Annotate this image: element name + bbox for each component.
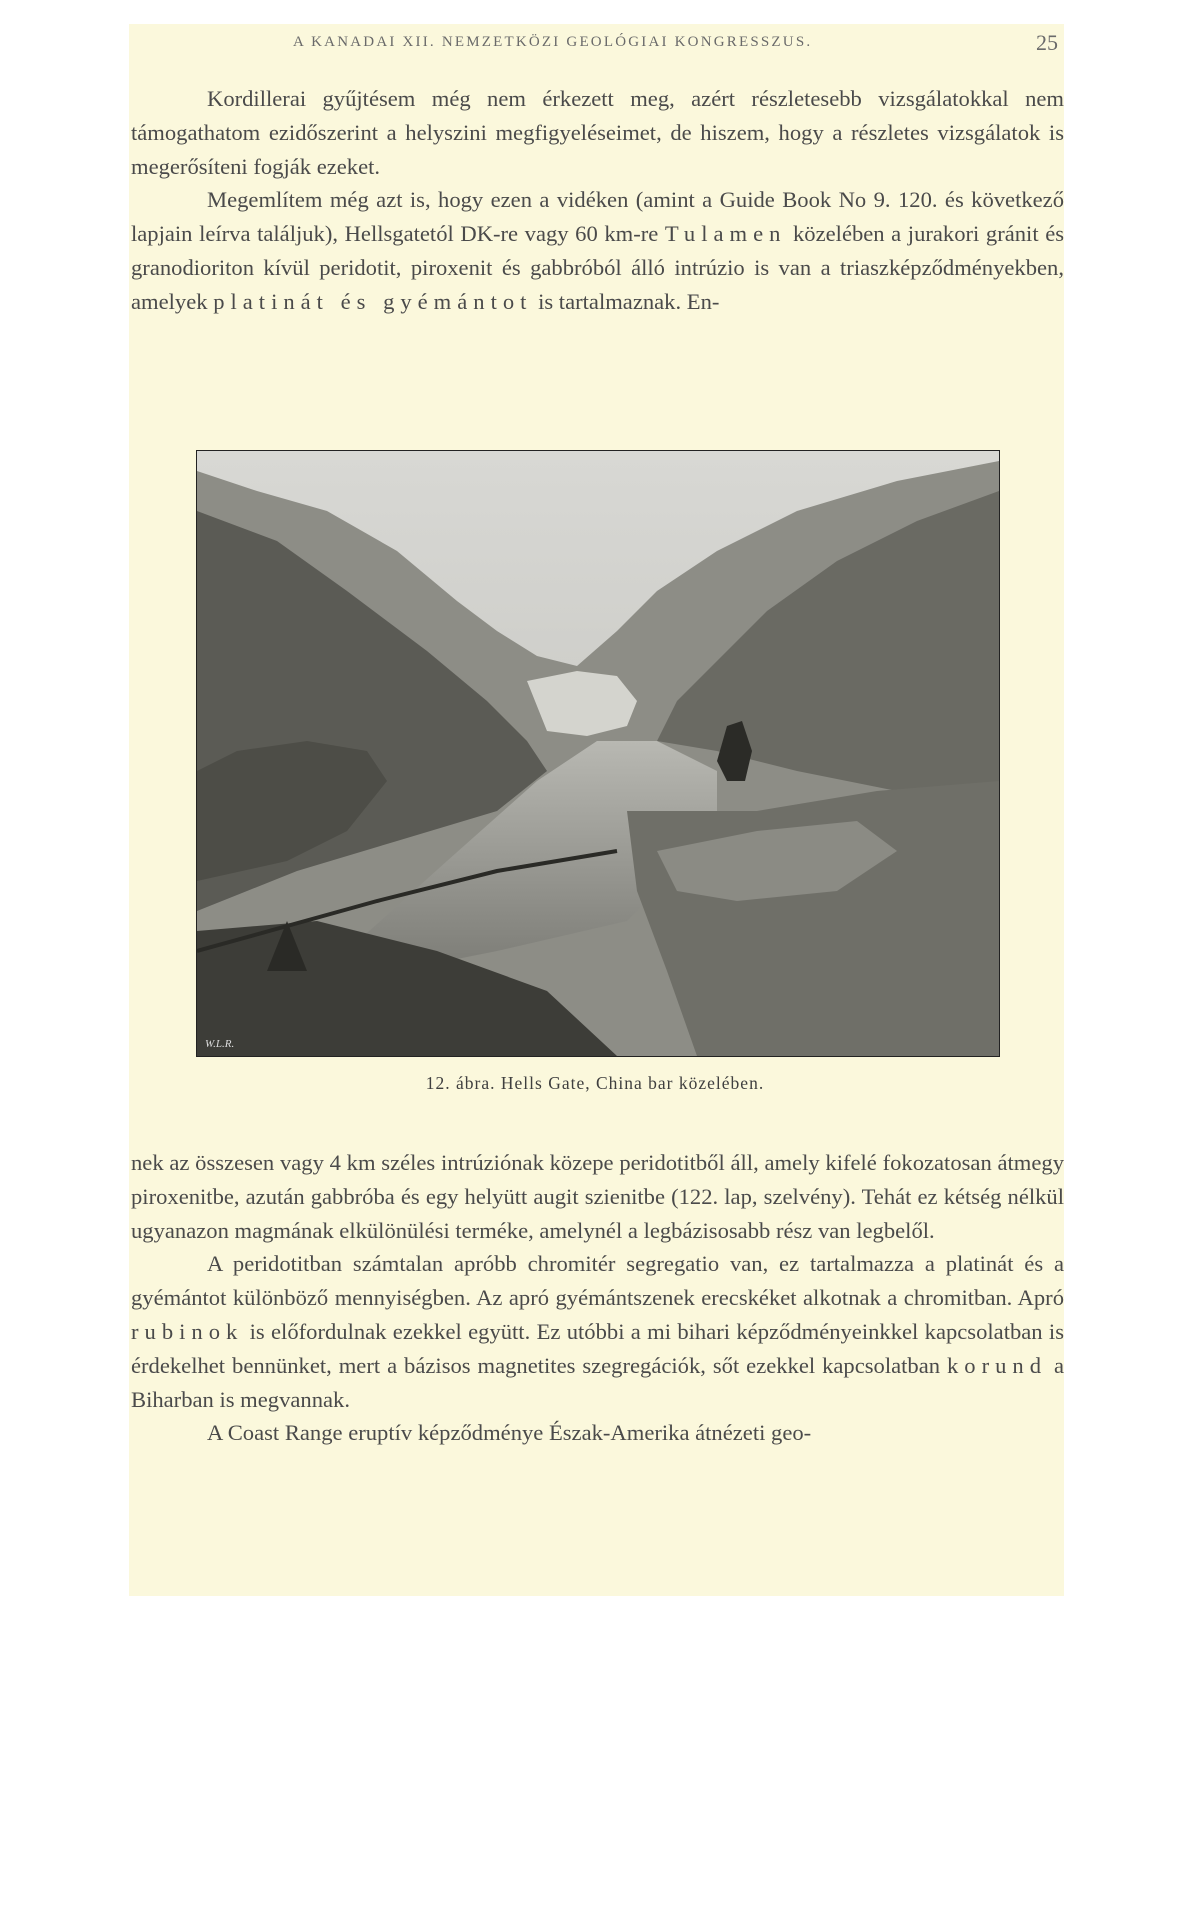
text-run: A peridotitban számtalan apróbb chromitér segregatio van, ez tartalmazza a platinát és a gyémántot különböző mennyiségben. Az apró gyémántszenek erecskéket alkotnak a chromitban. Apró bbox=[131, 1251, 1064, 1311]
paragraph: Kordillerai gyűjtésem még nem érkezett meg, azért részletesebb vizsgálatokkal nem támogathatom ezidőszerint a helyszini megfigyeléseimet, de hiszem, hogy a részletes vizsgálatok is megerősíteni fogják ezeket. bbox=[131, 86, 1064, 179]
canyon-photo bbox=[197, 451, 999, 1056]
text-run: Megemlítem még azt is, hogy ezen a vidéken (amint a Guide Book No 9. 120. és következő lapjain leírva találjuk), Hellsgatetól DK-re vagy 60 km-re bbox=[131, 187, 1064, 247]
figure-caption: 12. ábra. Hells Gate, China bar közelében. bbox=[425, 1073, 765, 1093]
text-block-bottom bbox=[131, 1146, 1064, 1450]
text-block-top bbox=[131, 82, 1064, 319]
photo-figure bbox=[196, 450, 1000, 1057]
running-head: A KANADAI XII. NEMZETKÖZI GEOLÓGIAI KONGRESSZUS. bbox=[293, 34, 813, 50]
page-header bbox=[129, 24, 1064, 60]
paragraph: A Coast Range eruptív képződménye Észak-Amerika átnézeti geo- bbox=[207, 1420, 812, 1446]
spaced-emphasis: korund bbox=[947, 1352, 1048, 1378]
spaced-emphasis: rubinok bbox=[131, 1318, 244, 1344]
text-run: is tartalmaznak. En- bbox=[532, 288, 720, 314]
paragraph bbox=[131, 1247, 1064, 1416]
paragraph: nek az összesen vagy 4 km széles intrúziónak közepe peridotitből áll, amely kifelé fokozatosan átmegy piroxenitbe, azután gabbróba és egy helyütt augit szienitbe (122. lap, szelvény). Tehát ez kétség nélkül ugyanazon magmának elkülönülési terméke, amelynél a legbázisosabb rész van legbelől. bbox=[131, 1150, 1064, 1243]
photo-signature: W.L.R. bbox=[205, 1038, 235, 1050]
text-run: közelében a jurakori gránit és granodioriton kívül peridotit, piroxenit és gabbróból álló intrúzio is van a triaszképződményekben, amelyek bbox=[131, 221, 1065, 314]
spaced-emphasis: platinát és gyémántot bbox=[213, 288, 533, 314]
page-number: 25 bbox=[1036, 30, 1058, 55]
text-run: is előfordulnak ezekkel együtt. Ez utóbbi a mi bihari képződményeinkkel kapcsolatban is érdekelhet bennünket, mert a bázisos magnetites szegregációk, sőt ezekkel kapcsolatban bbox=[131, 1318, 1064, 1378]
paragraph bbox=[131, 183, 1064, 318]
spaced-emphasis: Tulamen bbox=[664, 221, 787, 247]
text-run: a Biharban is megvannak. bbox=[131, 1352, 1064, 1412]
